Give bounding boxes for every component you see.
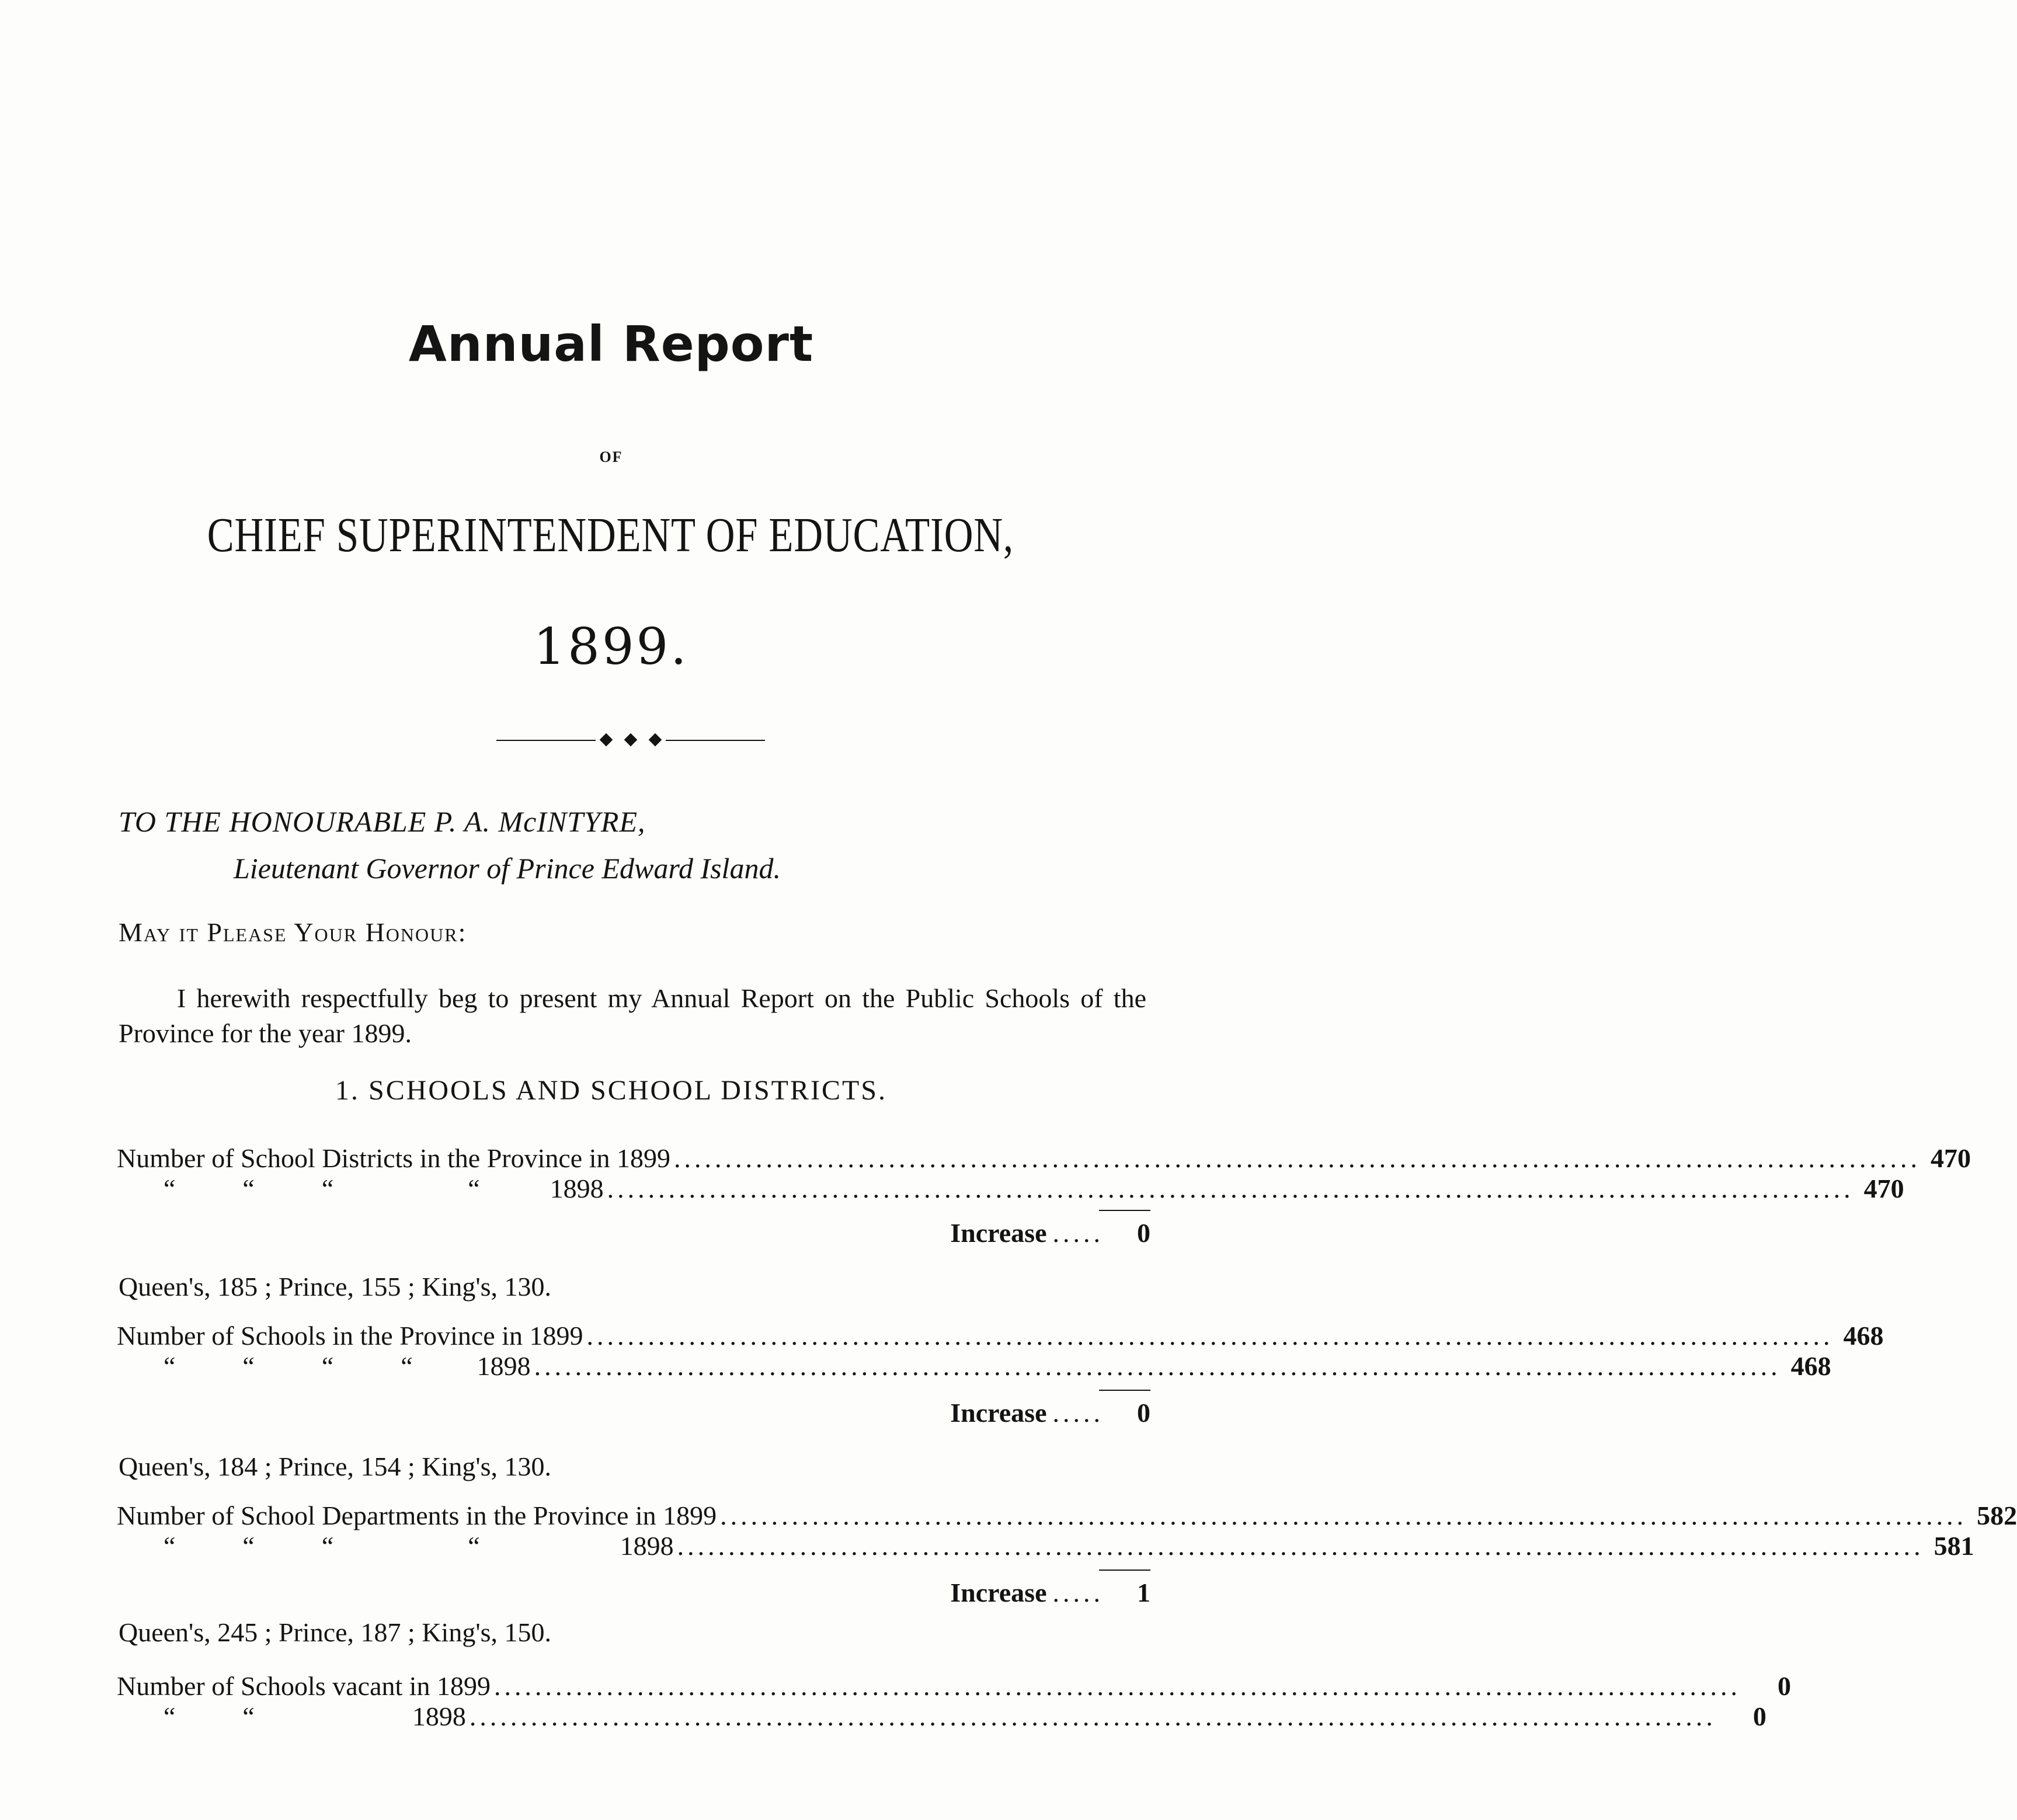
increase-label: Increase — [950, 1218, 1047, 1248]
ditto-marks: “ “ “ “ — [164, 1174, 480, 1203]
leader-dots: .......................................................................................................................... — [607, 1174, 1854, 1203]
schools-increase: Increase ..... 0 — [950, 1398, 1150, 1428]
schools-1898-row — [117, 1351, 1831, 1381]
report-subtitle: CHIEF SUPERINTENDENT OF EDUCATION, — [207, 508, 1014, 562]
leader-dots: .......................................................................................................................... — [534, 1351, 1781, 1381]
section-heading: 1. SCHOOLS AND SCHOOL DISTRICTS. — [335, 1075, 887, 1106]
sum-rule — [1099, 1570, 1150, 1571]
departments-increase: Increase ..... 1 — [950, 1578, 1150, 1607]
increase-value: 0 — [1137, 1218, 1150, 1248]
row-value: 470 — [1863, 1174, 1904, 1203]
row-year: 1898 — [477, 1351, 531, 1381]
ditto-marks: “ “ “ “ — [164, 1351, 413, 1381]
row-value: 468 — [1790, 1351, 1831, 1381]
row-year: 1898 — [550, 1174, 604, 1203]
row-label: Number of School Districts in the Province in 1899 — [117, 1143, 670, 1173]
vacant-1898-row — [117, 1701, 1766, 1732]
ditto-marks: “ “ “ “ — [164, 1531, 480, 1561]
increase-label: Increase — [950, 1578, 1047, 1607]
departments-by-county: Queen's, 245 ; Prince, 187 ; King's, 150. — [119, 1617, 552, 1647]
increase-label: Increase — [950, 1398, 1047, 1428]
leader-dots: .......................................................................................................................... — [586, 1321, 1834, 1351]
row-value: 470 — [1931, 1143, 1971, 1173]
departments-1899-row — [117, 1501, 2017, 1531]
title-connector: OF — [599, 448, 623, 465]
intro-paragraph: I herewith respectfully beg to present my Annual Report on the Public Schools of the Province for the year 1899. — [119, 983, 1146, 1048]
leader-dots: .......................................................................................................................... — [677, 1531, 1924, 1561]
row-label: Number of Schools in the Province in 1899 — [117, 1321, 583, 1351]
vacant-1899-row — [117, 1671, 1792, 1701]
row-label: Number of School Departments in the Province in 1899 — [117, 1501, 717, 1530]
row-value: 468 — [1843, 1321, 1884, 1351]
row-year: 1898 — [620, 1531, 674, 1561]
row-value: 0 — [1752, 1701, 1766, 1731]
schools-1899-row — [117, 1321, 1884, 1351]
leader-dots: .......................................................................................................................... — [720, 1501, 1967, 1530]
row-label: Number of Schools vacant in 1899 — [117, 1671, 491, 1701]
report-year: 1899. — [533, 618, 689, 676]
districts-by-county: Queen's, 185 ; Prince, 155 ; King's, 130. — [119, 1272, 552, 1302]
salutation: May it Please Your Honour: — [119, 917, 467, 947]
departments-1898-row — [117, 1531, 1974, 1561]
schools-by-county: Queen's, 184 ; Prince, 154 ; King's, 130. — [119, 1452, 552, 1481]
row-value: 582 — [1977, 1501, 2017, 1530]
districts-1898-row — [117, 1174, 1904, 1204]
districts-increase: Increase ..... 0 — [950, 1218, 1150, 1248]
leader-dots: .......................................................................................................................... — [494, 1671, 1741, 1701]
row-value: 581 — [1933, 1531, 1974, 1561]
report-title: Annual Report — [408, 315, 814, 373]
addressee-title: Lieutenant Governor of Prince Edward Island. — [234, 852, 781, 885]
increase-value: 0 — [1137, 1398, 1150, 1428]
row-value: 0 — [1778, 1671, 1792, 1701]
leader-dots: .......................................................................................................................... — [469, 1701, 1716, 1731]
addressee-line: TO THE HONOURABLE P. A. McINTYRE, — [119, 805, 646, 838]
ditto-marks: “ “ — [164, 1701, 255, 1731]
ornamental-divider — [496, 733, 765, 747]
row-year: 1898 — [412, 1701, 466, 1731]
increase-value: 1 — [1137, 1578, 1150, 1607]
sum-rule — [1099, 1210, 1150, 1211]
sum-rule — [1099, 1390, 1150, 1391]
leader-dots: .......................................................................................................................... — [674, 1143, 1921, 1173]
districts-1899-row — [117, 1143, 1971, 1174]
